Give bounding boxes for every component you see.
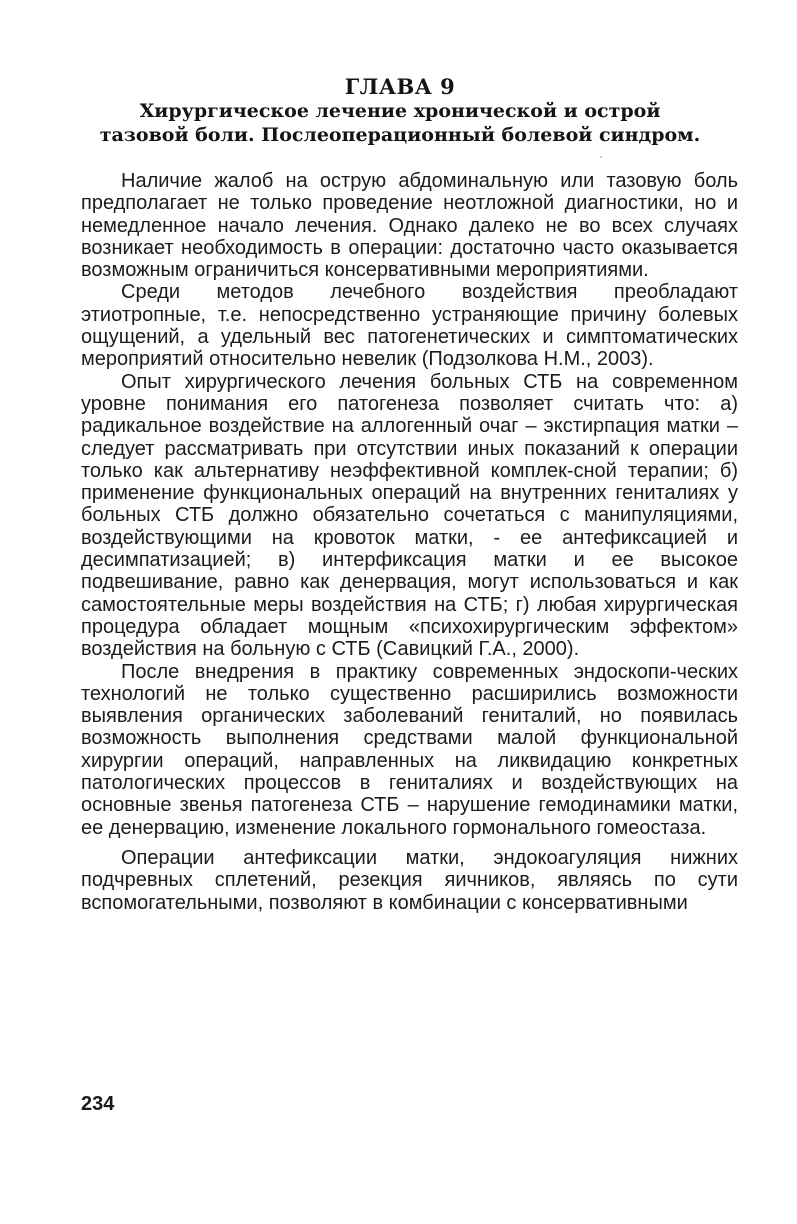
page-number: 234 [81, 1093, 115, 1115]
paragraph-5: Операции антефиксации матки, эндокоагуляция нижних подчревных сплетений, резекция яичников, являясь по сути вспомогательными, позволяют в комбинации с консервативными [81, 846, 738, 914]
paragraph-4: После внедрения в практику современных эндоскопи-ческих технологий не только существенно расширились возможности выявления органических заболеваний гениталий, но появилась возможность выполнения средствами малой функциональной хирургии операций, направленных на ликвидацию конкретных патологических процессов в гениталиях и воздействующих на основные звенья патогенеза СТБ – нарушение гемодинамики матки, ее денервацию, изменение локального гормонального гомеостаза. [81, 660, 738, 839]
chapter-title-line-1: Хирургическое лечение хронической и острой [139, 100, 661, 122]
paragraph-2: Среди методов лечебного воздействия преобладают этиотропные, т.е. непосредственно устраняющие причину болевых ощущений, а удельный вес патогенетических и симптоматических мероприятий относительно невелик (Подзолкова Н.М., 2003). [81, 281, 738, 371]
paragraph-1: Наличие жалоб на острую абдоминальную или тазовую боль предполагает не только проведение неотложной диагностики, но и немедленное начало лечения. Однако далеко не во всех случаях возникает необходимость в операции: достаточно часто оказывается возможным ограничиться консервативными мероприятиями. [81, 170, 738, 282]
paragraph-3: Опыт хирургического лечения больных СТБ на современном уровне понимания его патогенеза позволяет считать что: а) радикальное воздействие на аллогенный очаг – экстирпация матки – следует рассматривать при отсутствии иных показаний к операции только как альтернативу неэффективной комплек-сной терапии; б) применение функциональных операций на внутренних гениталиях у больных СТБ должно обязательно сочетаться с манипуляциями, воздействующими на кровоток матки, - ее антефиксацией и десимпатизацией; в) интерфиксация матки и ее высокое подвешивание, равно как денервация, могут использоваться и как самостоятельные меры воздействия на СТБ; г) любая хирургическая процедура обладает мощным «психохирургическим эффектом» воздействия на больную с СТБ (Савицкий Г.А., 2000). [81, 370, 738, 661]
chapter-title-line-2: тазовой боли. Послеоперационный болевой синдром. [99, 124, 701, 146]
chapter-label: ГЛАВА 9 [344, 74, 456, 99]
body-text [81, 170, 738, 914]
scan-speck [600, 156, 602, 158]
